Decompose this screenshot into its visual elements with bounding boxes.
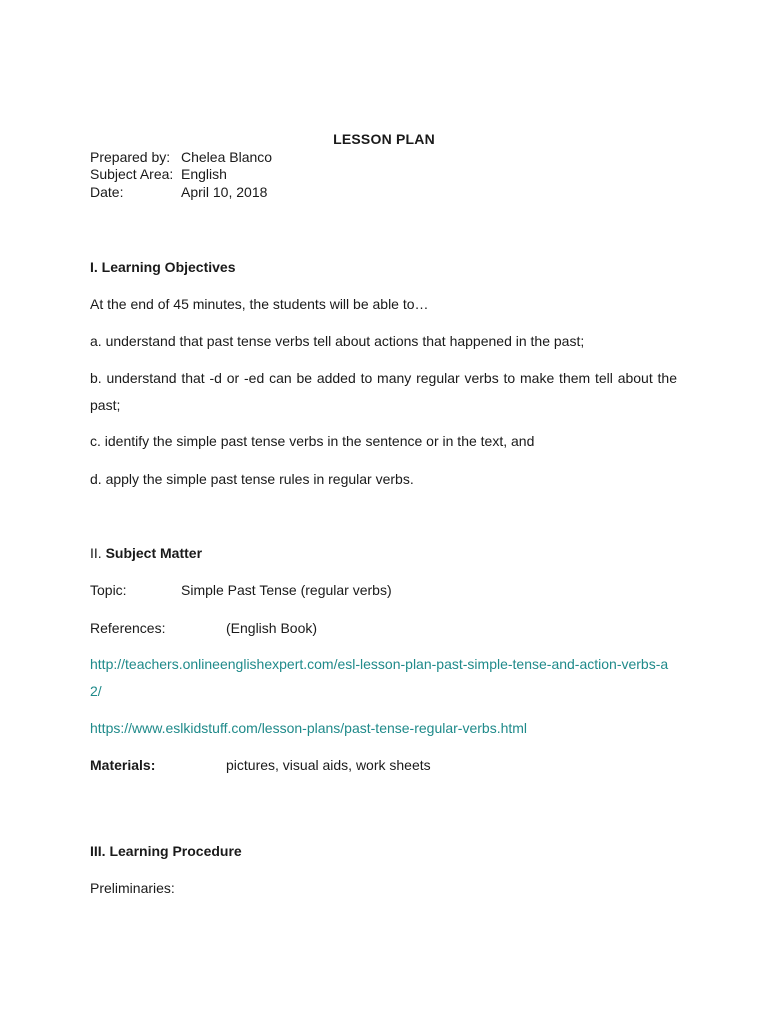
materials-label: Materials: (90, 757, 156, 773)
prepared-by-value: Chelea Blanco (181, 149, 273, 165)
section-learning-procedure-heading: III. Learning Procedure (90, 843, 242, 859)
section-learning-objectives-heading: I. Learning Objectives (90, 259, 236, 275)
references-label: References: (90, 620, 166, 636)
objective-item-b: b. understand that -d or -ed can be added to many regular verbs to make them tell about the past; (90, 370, 677, 413)
reference-link-2[interactable]: https://www.eslkidstuff.com/lesson-plans/past-tense-regular-verbs.html (90, 720, 528, 736)
objective-item-d: d. apply the simple past tense rules in regular verbs. (90, 471, 414, 487)
section-subject-matter-heading (90, 545, 202, 562)
references-value: (English Book) (226, 620, 318, 636)
subject-matter-heading-text: Subject Matter (105, 545, 203, 561)
materials-value: pictures, visual aids, work sheets (226, 757, 431, 773)
date-value: April 10, 2018 (181, 184, 268, 200)
subject-area-value: English (181, 166, 227, 182)
topic-label: Topic: (90, 582, 127, 598)
preliminaries-label: Preliminaries: (90, 880, 175, 896)
subject-matter-heading-prefix: II. (90, 545, 106, 561)
objective-item-a: a. understand that past tense verbs tell about actions that happened in the past; (90, 333, 585, 349)
date-label: Date: (90, 184, 124, 200)
prepared-by-label: Prepared by: (90, 149, 171, 165)
reference-link-1[interactable]: http://teachers.onlineenglishexpert.com/esl-lesson-plan-past-simple-tense-and-action-verbs-a2/ (90, 656, 669, 699)
document-title: LESSON PLAN (333, 131, 435, 147)
topic-value: Simple Past Tense (regular verbs) (181, 582, 392, 598)
objectives-intro: At the end of 45 minutes, the students will be able to… (90, 296, 429, 312)
objective-item-c: c. identify the simple past tense verbs in the sentence or in the text, and (90, 433, 535, 449)
subject-area-label: Subject Area: (90, 166, 174, 182)
